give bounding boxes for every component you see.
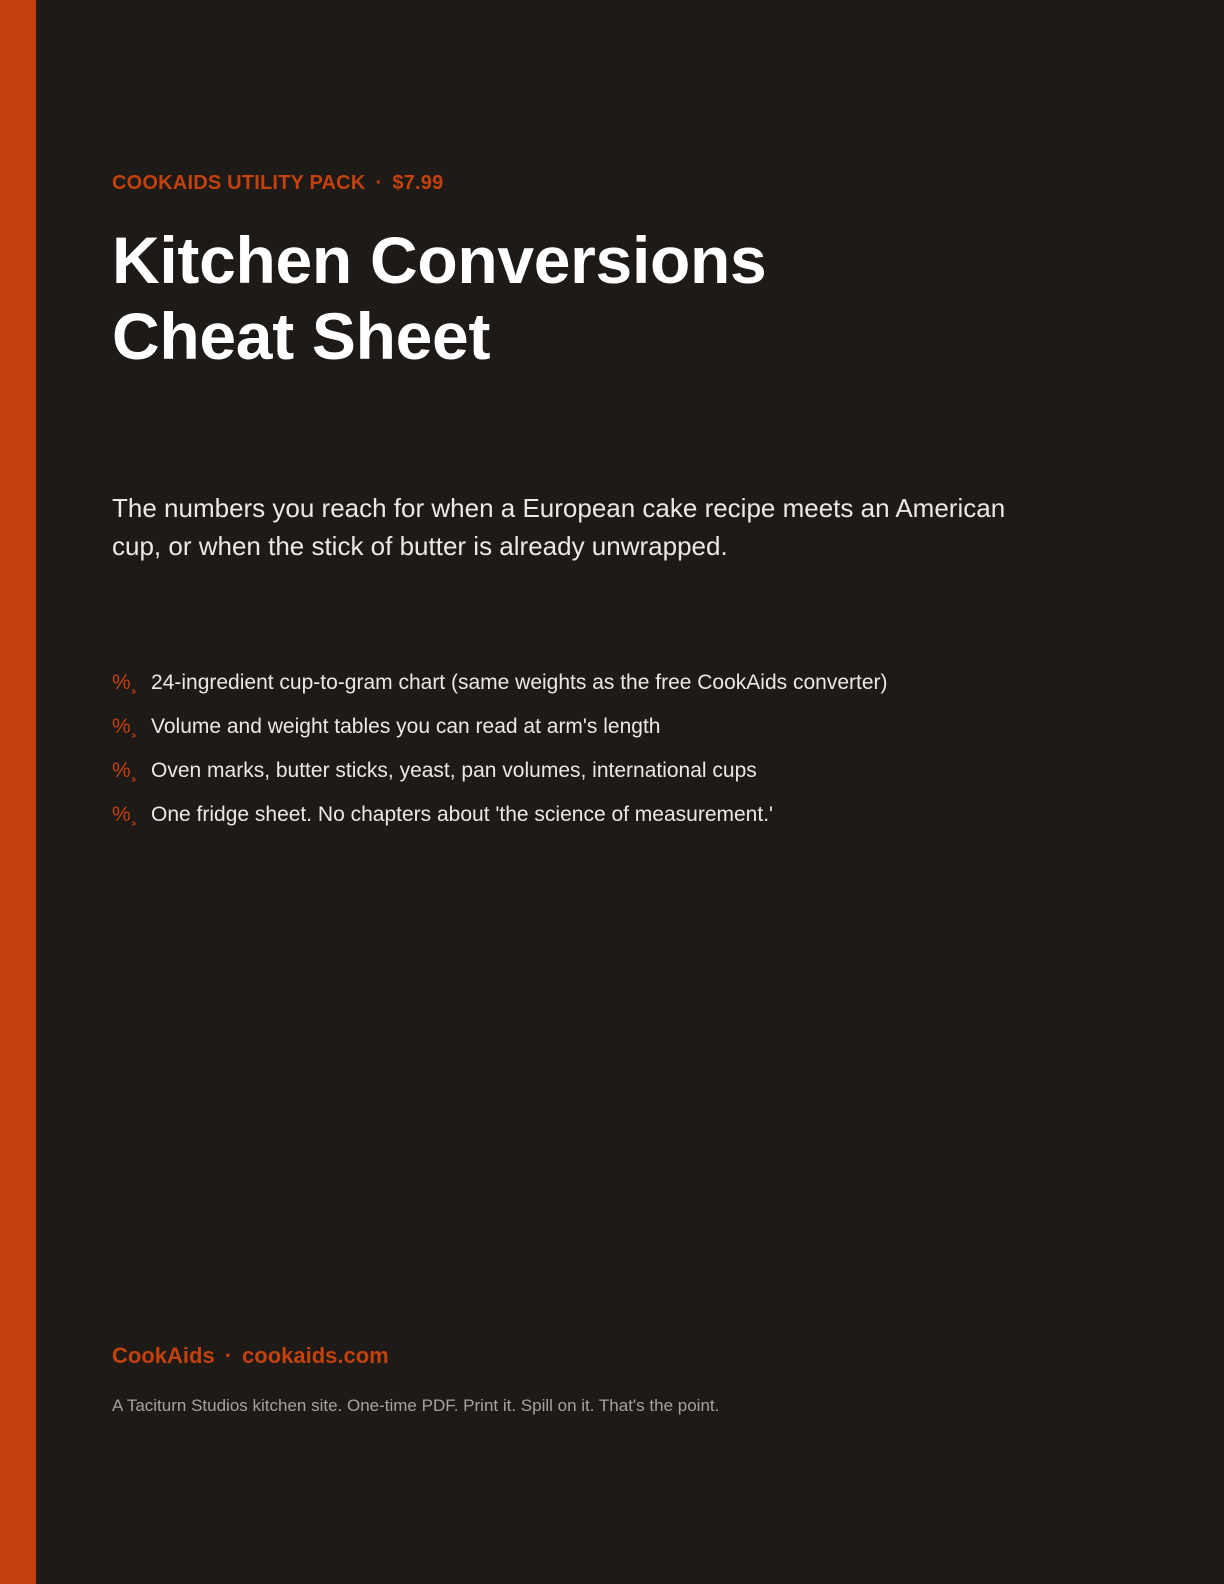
footer-tagline: A Taciturn Studios kitchen site. One-time PDF. Print it. Spill on it. That's the point. bbox=[112, 1396, 720, 1415]
feature-text: Oven marks, butter sticks, yeast, pan volumes, international cups bbox=[151, 759, 757, 782]
product-eyebrow bbox=[112, 171, 443, 195]
feature-text: One fridge sheet. No chapters about 'the science of measurement.' bbox=[151, 803, 774, 826]
page-title bbox=[112, 222, 766, 374]
bullet-icon: %¸ bbox=[112, 671, 138, 694]
bullet-icon: %¸ bbox=[112, 803, 138, 826]
feature-text: 24-ingredient cup-to-gram chart (same weights as the free CookAids converter) bbox=[151, 671, 888, 694]
brand-separator: · bbox=[224, 1343, 233, 1368]
brand-domain: cookaids.com bbox=[242, 1343, 389, 1368]
list-item bbox=[112, 757, 888, 801]
bullet-icon: %¸ bbox=[112, 759, 138, 782]
list-item bbox=[112, 669, 888, 713]
title-line-1: Kitchen Conversions bbox=[112, 223, 767, 297]
footer-brand bbox=[112, 1343, 389, 1369]
price: $7.99 bbox=[392, 172, 444, 194]
bullet-icon: %¸ bbox=[112, 715, 138, 738]
intro-paragraph: The numbers you reach for when a European cake recipe meets an American cup, or when the stick of butter is already unwrapped. bbox=[112, 493, 1006, 561]
list-item bbox=[112, 801, 888, 845]
feature-text: Volume and weight tables you can read at arm's length bbox=[151, 715, 661, 738]
brand-name: CookAids bbox=[112, 1343, 215, 1368]
pack-name: COOKAIDS UTILITY PACK bbox=[112, 172, 366, 194]
accent-bar bbox=[0, 0, 36, 1584]
title-line-2: Cheat Sheet bbox=[112, 299, 491, 373]
list-item bbox=[112, 713, 888, 757]
eyebrow-separator: · bbox=[375, 172, 383, 194]
feature-list bbox=[112, 669, 888, 845]
